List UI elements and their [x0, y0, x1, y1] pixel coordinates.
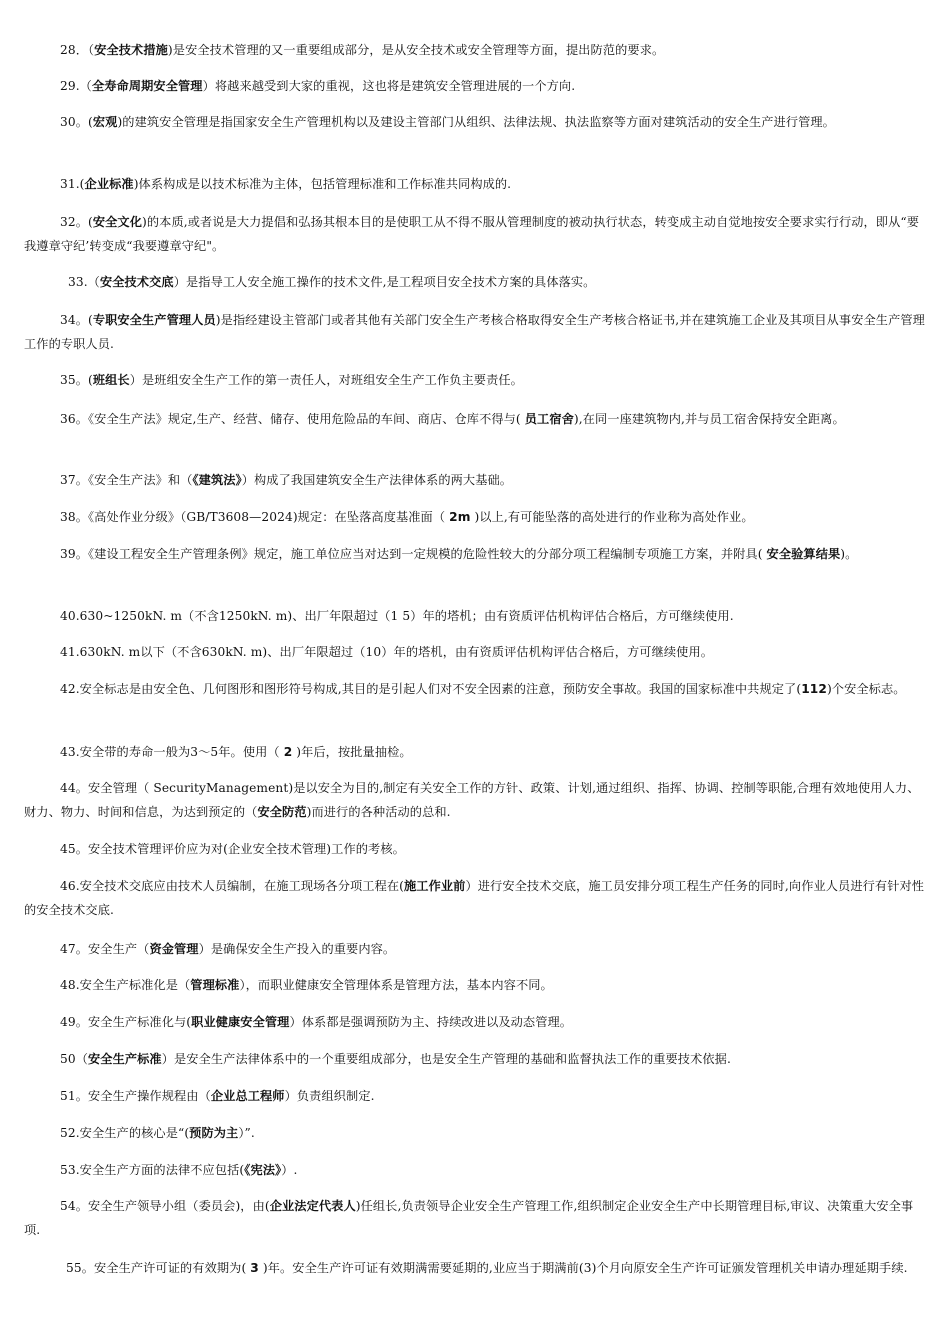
- list-item: 53.安全生产方面的法律不应包括(《宪法》）.: [60, 1163, 298, 1178]
- list-item: 50（安全生产标准）是安全生产法律体系中的一个重要组成部分，也是安全生产管理的基础和监督执法工作的重要技术依据.: [60, 1052, 731, 1067]
- list-item: 46.安全技术交底应由技术人员编制，在施工现场各分项工程在(施工作业前）进行安全技术交底，施工员安排分项工程生产任务的同时,向作业人员进行有针对性的安全技术交底.: [24, 879, 925, 918]
- list-item: 39。《建设工程安全生产管理条例》规定，施工单位应当对达到一定规模的危险性较大的分部分项工程编制专项施工方案，并附具( 安全验算结果)。: [60, 547, 858, 562]
- list-item: 55。安全生产许可证的有效期为( 3 )年。安全生产许可证有效期满需要延期的,业应当于期满前(3)个月向原安全生产许可证颁发管理机关申请办理延期手续.: [66, 1261, 908, 1276]
- list-item: 28．（安全技术措施)是安全技术管理的又一重要组成部分，是从安全技术或安全管理等方面，提出防范的要求。: [60, 43, 665, 58]
- list-item: 52.安全生产的核心是“(预防为主）”.: [60, 1126, 255, 1141]
- list-item: 47。安全生产（资金管理）是确保安全生产投入的重要内容。: [60, 942, 396, 957]
- list-item: 36。《安全生产法》规定,生产、经营、储存、使用危险品的车间、商店、仓库不得与( 员工宿舍),在同一座建筑物内,并与员工宿舍保持安全距离。: [60, 412, 845, 427]
- list-item: 38。《高处作业分级》（GB/T3608—2024)规定：在坠落高度基准面（ 2m )以上,有可能坠落的高处进行的作业称为高处作业。: [60, 510, 754, 525]
- list-item: 41.630kN. m以下（不含630kN. m)、出厂年限超过（10）年的塔机，由有资质评估机构评估合格后，方可继续使用。: [60, 645, 714, 660]
- list-item: 32。(安全文化)的本质,或者说是大力提倡和弘扬其根本目的是使职工从不得不服从管理制度的被动执行状态，转变成主动自觉地按安全要求实行行动，即从“要我遵章守纪’转变成“我要遵章守纪"。: [24, 215, 919, 254]
- list-item: 54。安全生产领导小组（委员会)，由(企业法定代表人)任组长,负责领导企业安全生产管理工作,组织制定企业安全生产中长期管理目标,审议、决策重大安全事项.: [24, 1199, 914, 1238]
- list-item: 42.安全标志是由安全色、几何图形和图形符号构成,其目的是引起人们对不安全因素的注意，预防安全事故。我国的国家标准中共规定了(112)个安全标志。: [60, 682, 906, 697]
- list-item: 29.（全寿命周期安全管理）将越来越受到大家的重视，这也将是建筑安全管理进展的一个方向.: [60, 79, 576, 94]
- list-item: 34。(专职安全生产管理人员)是指经建设主管部门或者其他有关部门安全生产考核合格取得安全生产考核合格证书,并在建筑施工企业及其项目从事安全生产管理工作的专职人员.: [24, 313, 925, 352]
- list-item: 43.安全带的寿命一般为3～5年。使用（ 2 )年后，按批量抽检。: [60, 745, 412, 760]
- list-item: 35。(班组长）是班组安全生产工作的第一责任人，对班组安全生产工作负主要责任。: [60, 373, 523, 388]
- list-item: 40.630~1250kN. m（不含1250kN. m)、出厂年限超过（1 5）年的塔机；由有资质评估机构评估合格后，方可继续使用.: [60, 609, 734, 624]
- list-item: 33.（安全技术交底）是指导工人安全施工操作的技术文件,是工程项目安全技术方案的具体落实。: [68, 275, 596, 290]
- list-item: 31.(企业标准)体系构成是以技术标准为主体，包括管理标准和工作标准共同构成的.: [60, 177, 512, 192]
- list-item: 45。安全技术管理评价应为对(企业安全技术管理)工作的考核。: [60, 842, 405, 857]
- list-item: 51。安全生产操作规程由（企业总工程师）负责组织制定.: [60, 1089, 375, 1104]
- list-item: 49。安全生产标准化与(职业健康安全管理）体系都是强调预防为主、持续改进以及动态管理。: [60, 1015, 573, 1030]
- list-item: 37。《安全生产法》和（《建筑法》）构成了我国建筑安全生产法律体系的两大基础。: [60, 473, 513, 488]
- list-item: 48.安全生产标准化是（管理标准），而职业健康安全管理体系是管理方法，基本内容不同。: [60, 978, 553, 993]
- list-item: 30。(宏观)的建筑安全管理是指国家安全生产管理机构以及建设主管部门从组织、法律法规、执法监察等方面对建筑活动的安全生产进行管理。: [60, 115, 835, 130]
- list-item: 44。安全管理（ SecurityManagement)是以安全为目的,制定有关安全工作的方针、政策、计划,通过组织、指挥、协调、控制等职能,合理有效地使用人力、财力、物力、时间和信息，为达到预定的（安全防范)而进行的各种活动的总和.: [24, 781, 920, 820]
